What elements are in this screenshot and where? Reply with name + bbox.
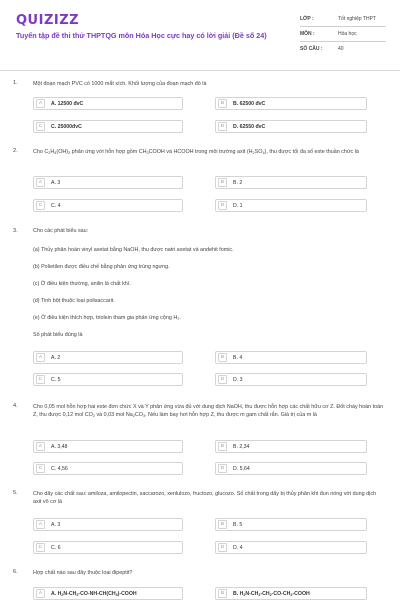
statement-a: (a) Thủy phân hoàn vinyl axetat bằng NaOH, thu được natri axetat và andehit fomic. [33,247,234,253]
info-row-count [300,42,386,56]
option-text: B. 2 [233,179,243,186]
option-letter: A [36,520,45,529]
question-number: 5. [13,490,18,496]
option-b[interactable] [215,440,367,453]
option-letter: B [218,520,227,529]
question-number: 1. [13,80,18,86]
option-a[interactable] [33,351,183,364]
statement-b: (b) Polietilen được điều chế bằng phản ứng trùng ngưng. [33,264,170,270]
option-text: A. 2 [51,354,61,361]
info-label: SỐ CÂU : [300,46,323,52]
option-c[interactable] [33,199,183,212]
option-c[interactable] [33,120,183,133]
option-b[interactable] [215,97,367,110]
option-text: A. 3,48 [51,443,68,450]
quizizz-logo: QUIZIZZ [16,13,80,28]
option-text: D. 1 [233,202,243,209]
option-d[interactable] [215,120,367,133]
option-letter: D [218,543,227,552]
option-letter: D [218,201,227,210]
question-number: 6. [13,569,18,575]
option-letter: C [36,464,45,473]
info-label: MÔN : [300,31,315,37]
option-letter: C [36,543,45,552]
option-d[interactable] [215,373,367,386]
option-text: C. 6 [51,544,61,551]
statement-e: (e) Ở điều kiện thích hợp, triolein tham gia phản ứng cộng H₂. [33,315,181,321]
question-prompt: Số phát biểu đúng là [33,332,83,338]
info-row-subject [300,27,386,42]
option-a[interactable] [33,176,183,189]
option-text: B. 4 [233,354,243,361]
option-letter: C [36,201,45,210]
option-text: A. $H_2N-CH_2-CO-NH-CH(CH_3)$-COOH [51,590,137,597]
info-table [300,12,386,56]
info-value: 40 [338,46,344,52]
option-c[interactable] [33,541,183,554]
option-letter: D [218,464,227,473]
option-b[interactable] [215,176,367,189]
question-text: Cho dãy các chất sau: amiloza, amilopectin, saccarozo, xenlulozo, fructozo, glucozo. Số chất trong dãy bị thủy phân khi đun nóng với dung dịch axit vô cơ là [33,491,377,505]
question-text: Cho các phát biểu sau: [33,228,89,234]
question-text: Hợp chất nào sau đây thuộc loại đipeptit? [33,570,133,576]
option-text: C. 4,56 [51,465,68,472]
info-value: Hóa học [338,31,357,37]
option-a[interactable] [33,440,183,453]
option-letter: A [36,178,45,187]
question-number: 2. [13,148,18,154]
option-d[interactable] [215,541,367,554]
question-text: Cho 0,05 mol hỗn hợp hai este đơn chức X và Y phản ứng vừa đủ với dung dịch NaOH, thu được hỗn hợp các chất hữu cơ Z. Đốt cháy hoàn toàn Z, thu được 0,12 mol $CO_2$ và 0,03 mol $Na_2CO_3$. Nếu làm bay hơi hỗn hợp Z, thu được m gam chất rắn. Giá trị của m là [33,404,384,418]
question-text: Một đoạn mạch PVC có 1000 mắt xích. Khối lượng của đoạn mạch đó là [33,81,207,87]
option-text: B. $H_2N-CH_2-CH_2-CO-CH_2$-COOH [233,590,310,597]
option-c[interactable] [33,373,183,386]
option-letter: B [218,99,227,108]
option-letter: C [36,122,45,131]
option-text: D. 3 [233,376,243,383]
option-letter: B [218,589,227,598]
option-text: B. 62500 đvC [233,100,266,107]
option-b[interactable] [215,587,367,600]
question-text: Cho $C_2H_4(OH)_2$ phản ứng với hỗn hợp gồm $CH_3COOH$ và HCOOH trong môi trường axit $(H_2SO_4)$, thu được tối đa số este thuần chức là [33,149,359,155]
option-d[interactable] [215,462,367,475]
statement-d: (d) Tinh bột thuộc loại polisaccarit. [33,298,115,304]
option-a[interactable] [33,587,183,600]
option-text: B. 2,34 [233,443,250,450]
option-letter: A [36,353,45,362]
option-letter: B [218,178,227,187]
option-letter: B [218,442,227,451]
option-text: B. 5 [233,521,243,528]
option-a[interactable] [33,97,183,110]
info-label: LỚP : [300,16,314,22]
option-text: C. 4 [51,202,61,209]
question-number: 4. [13,403,18,409]
option-text: D. 62550 đvC [233,123,266,130]
option-b[interactable] [215,351,367,364]
option-a[interactable] [33,518,183,531]
question-number: 3. [13,228,18,234]
option-text: D. 4 [233,544,243,551]
option-text: D. 5,64 [233,465,250,472]
option-letter: D [218,375,227,384]
option-letter: A [36,589,45,598]
option-letter: A [36,442,45,451]
document-title: Tuyển tập đề thi thử THPTQG môn Hóa Học cực hay có lời giải (Đề số 24) [16,31,267,40]
option-text: A. 3 [51,521,61,528]
header-divider [0,70,400,71]
option-letter: B [218,353,227,362]
option-b[interactable] [215,518,367,531]
info-value: Tốt nghiệp THPT [338,16,376,22]
option-d[interactable] [215,199,367,212]
statement-c: (c) Ở điều kiện thường, anilin là chất khí. [33,281,131,287]
option-text: A. 12500 đvC [51,100,84,107]
option-c[interactable] [33,462,183,475]
option-text: A. 3 [51,179,61,186]
option-letter: C [36,375,45,384]
option-letter: D [218,122,227,131]
option-text: C. 25000đvC [51,123,82,130]
option-text: C. 5 [51,376,61,383]
info-row-class [300,12,386,27]
option-letter: A [36,99,45,108]
